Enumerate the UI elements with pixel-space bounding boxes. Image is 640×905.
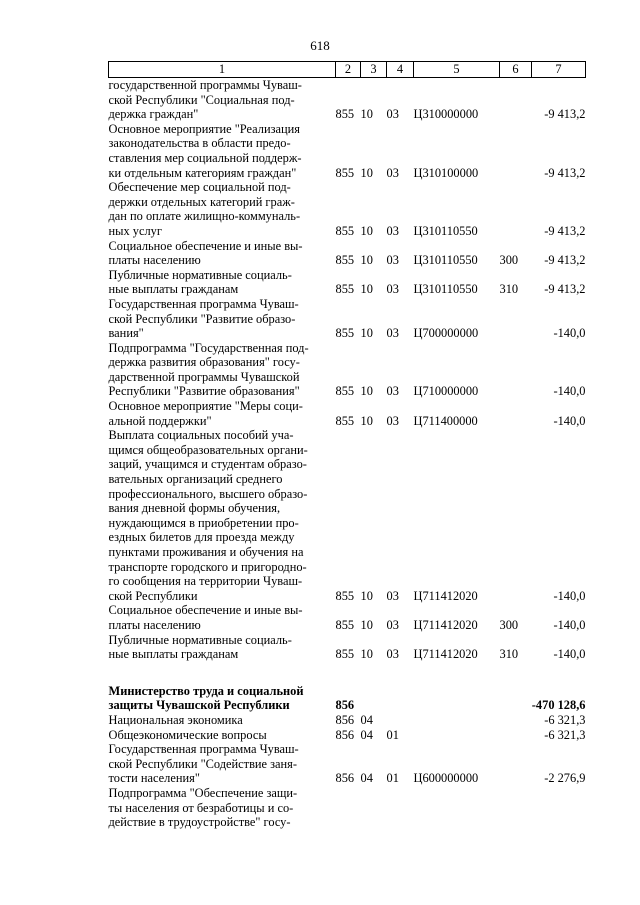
ministry-code: 856 [335, 698, 355, 713]
target-article-code: Ц310110550 [413, 223, 478, 238]
target-article-code: Ц711400000 [413, 413, 478, 428]
target-article-code: Ц711412020 [413, 588, 478, 603]
amount: -140,0 [553, 647, 586, 662]
section-code: 04 [360, 727, 373, 742]
target-article-code: Ц310000000 [413, 107, 479, 122]
subsection-code: 03 [386, 107, 399, 122]
subsection-code: 03 [386, 326, 399, 341]
column-header: 2 [336, 62, 361, 78]
ministry-code: 856 [335, 771, 355, 786]
expense-type-code: 300 [499, 617, 519, 632]
amount [532, 786, 586, 830]
row-name: Основное мероприятие "Меры соци- альной поддержки" [108, 399, 303, 428]
row-name: Основное мероприятие "Реализация законодательства в области предо- ставления мер социальной поддерж- ки отдельным категориям граждан" [108, 121, 302, 180]
row-name: Выплата социальных пособий уча- щимся общеобразовательных органи- заций, учащимся и студентам образо- вательных организаций среднего профессионального, высшего образо- вания дневной формы обучения, нуждающимся в приобретении про- ездных билетов для проезда между пунктами проживания и обучения на транспорте городского и пригородно- го сообщения на территории Чуваш- ской Республики [108, 428, 308, 603]
section-code: 10 [360, 588, 373, 603]
table-body [109, 78, 586, 830]
ministry-code: 855 [335, 253, 355, 268]
table-row [109, 239, 586, 268]
ministry-code: 855 [335, 617, 355, 632]
ministry-code: 855 [335, 165, 355, 180]
expense-type-code: 300 [499, 253, 519, 268]
column-header: 6 [500, 62, 532, 78]
table-row [109, 633, 586, 662]
table-row [109, 728, 586, 743]
table-row [109, 180, 586, 238]
ministry-code: 855 [335, 107, 355, 122]
table-row [109, 742, 586, 786]
section-code: 10 [360, 647, 373, 662]
expense-type-code [500, 180, 532, 238]
amount: -9 413,2 [544, 165, 586, 180]
section-code: 04 [360, 712, 373, 727]
table-row [109, 297, 586, 341]
subsection-code: 03 [386, 282, 399, 297]
section-code: 10 [360, 165, 373, 180]
subsection-code: 03 [386, 617, 399, 632]
amount: -9 413,2 [544, 223, 586, 238]
row-name: государственной программы Чуваш- ской Республики "Социальная под- держка граждан" [108, 78, 302, 122]
ministry-code: 855 [335, 326, 355, 341]
spacer-cell [109, 662, 586, 684]
target-article-code: Ц600000000 [413, 771, 479, 786]
subsection-code [387, 786, 414, 830]
row-name: Публичные нормативные социаль- ные выплаты гражданам [108, 267, 292, 297]
ministry-code: 855 [335, 223, 355, 238]
amount: -140,0 [553, 617, 586, 632]
ministry-code: 855 [335, 384, 355, 399]
expense-type-code [500, 341, 532, 399]
page-number: 618 [310, 38, 330, 53]
column-header: 5 [414, 62, 500, 78]
ministry-code: 855 [335, 282, 355, 297]
expense-type-code [500, 713, 532, 728]
section-code: 04 [360, 771, 373, 786]
ministry-code: 855 [335, 588, 355, 603]
table-row [109, 268, 586, 297]
subsection-code: 03 [386, 647, 399, 662]
table-row [109, 122, 586, 180]
section-code: 10 [360, 384, 373, 399]
row-name: Подпрограмма "Государственная под- держка развития образования" госу- дарственной программы Чувашской Республики "Развитие образования" [108, 340, 309, 399]
table-row [109, 603, 586, 632]
subsection-code: 01 [386, 727, 399, 742]
row-name: Социальное обеспечение и иные вы- платы населению [108, 238, 303, 268]
header-row [109, 62, 586, 78]
table-row [109, 684, 586, 713]
subsection-code: 03 [386, 253, 399, 268]
expense-type-code [500, 122, 532, 180]
column-header: 7 [532, 62, 586, 78]
row-name: Общеэкономические вопросы [108, 727, 267, 742]
table-row [109, 78, 586, 122]
amount: -470 128,6 [531, 698, 586, 713]
target-article-code [414, 728, 500, 743]
expense-type-code: 310 [499, 647, 519, 662]
section-code: 10 [360, 326, 373, 341]
ministry-code: 855 [335, 413, 355, 428]
target-article-code: Ц711412020 [413, 617, 478, 632]
row-name: Публичные нормативные социаль- ные выплаты гражданам [108, 632, 292, 662]
table-row [109, 713, 586, 728]
budget-table [108, 61, 586, 830]
column-header: 4 [387, 62, 414, 78]
expense-type-code: 310 [499, 282, 519, 297]
amount: -9 413,2 [544, 282, 586, 297]
subsection-code: 03 [386, 413, 399, 428]
target-article-code: Ц310110550 [413, 253, 478, 268]
expense-type-code [500, 728, 532, 743]
row-name: Подпрограмма "Обеспечение защи- ты населения от безработицы и со- действие в трудоустройстве" госу- [108, 785, 298, 830]
subsection-code: 01 [386, 771, 399, 786]
row-name: Министерство труда и социальной защиты Чувашской Республики [108, 683, 304, 713]
target-article-code [414, 786, 500, 830]
table-row [109, 428, 586, 603]
target-article-code: Ц710000000 [413, 384, 479, 399]
table-row [109, 399, 586, 428]
subsection-code: 03 [386, 165, 399, 180]
row-name: Обеспечение мер социальной под- держки отдельных категорий граж- дан по оплате жилищно-коммуналь- ных услуг [108, 180, 301, 238]
expense-type-code [500, 297, 532, 341]
table-row [109, 341, 586, 399]
subsection-code: 03 [386, 588, 399, 603]
ministry-code [336, 786, 361, 830]
section-code: 10 [360, 107, 373, 122]
expense-type-code [500, 428, 532, 603]
column-header: 1 [109, 62, 336, 78]
expense-type-code [500, 399, 532, 428]
amount: -9 413,2 [544, 107, 586, 122]
spacer-row [109, 662, 586, 684]
amount: -6 321,3 [544, 712, 586, 727]
subsection-code: 03 [386, 223, 399, 238]
section-code: 10 [360, 617, 373, 632]
expense-type-code [500, 78, 532, 122]
section-code: 10 [360, 282, 373, 297]
amount: -140,0 [553, 384, 586, 399]
table-row [109, 786, 586, 830]
section-code: 10 [360, 413, 373, 428]
section-code [361, 786, 387, 830]
column-header: 3 [361, 62, 387, 78]
ministry-code: 855 [335, 647, 355, 662]
amount: -140,0 [553, 588, 586, 603]
target-article-code: Ц310110550 [413, 282, 478, 297]
row-name: Национальная экономика [108, 712, 243, 727]
target-article-code [414, 713, 500, 728]
amount: -6 321,3 [544, 727, 586, 742]
section-code: 10 [360, 253, 373, 268]
amount: -2 276,9 [544, 771, 586, 786]
subsection-code: 03 [386, 384, 399, 399]
amount: -140,0 [553, 326, 586, 341]
ministry-code: 856 [335, 712, 355, 727]
row-name: Социальное обеспечение и иные вы- платы населению [108, 603, 303, 632]
section-code [361, 684, 387, 713]
target-article-code [414, 684, 500, 713]
target-article-code: Ц700000000 [413, 326, 479, 341]
expense-type-code [500, 786, 532, 830]
target-article-code: Ц711412020 [413, 647, 478, 662]
subsection-code [387, 713, 414, 728]
row-name: Государственная программа Чуваш- ской Республики "Развитие образо- вания" [108, 296, 299, 341]
expense-type-code [500, 742, 532, 786]
row-name: Государственная программа Чуваш- ской Республики "Содействие заня- тости населения" [108, 742, 299, 786]
section-code: 10 [360, 223, 373, 238]
amount: -140,0 [553, 413, 586, 428]
target-article-code: Ц310100000 [413, 165, 479, 180]
expense-type-code [500, 684, 532, 713]
ministry-code: 856 [335, 727, 355, 742]
subsection-code [387, 684, 414, 713]
amount: -9 413,2 [544, 253, 586, 268]
